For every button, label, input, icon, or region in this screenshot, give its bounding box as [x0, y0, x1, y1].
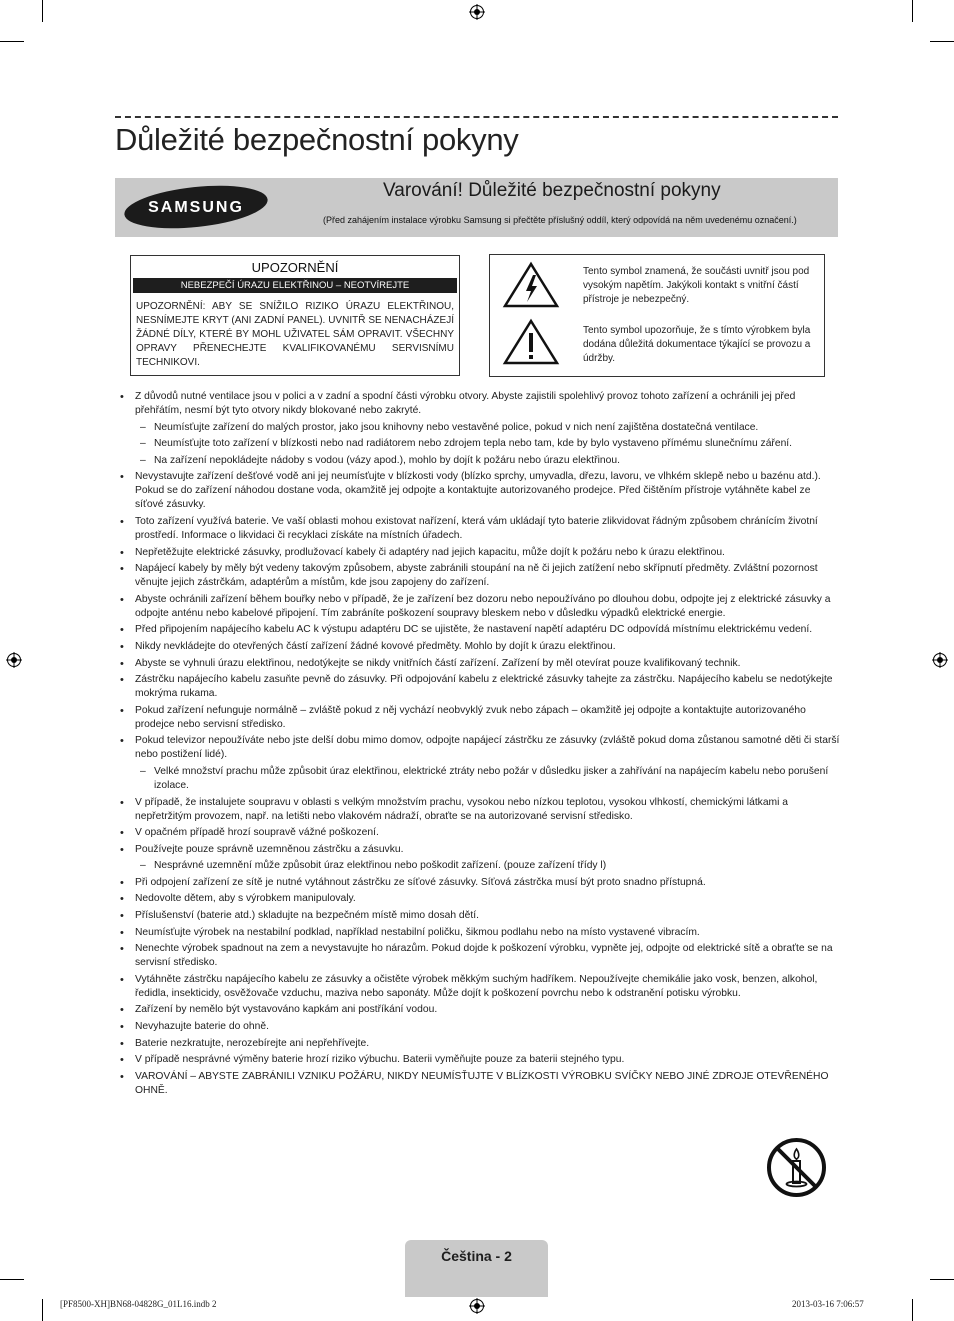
- instruction-item: • Zařízení by nemělo být vystavováno kapkám ani postříkání vodou.: [115, 1003, 840, 1017]
- instruction-item: • Neumísťujte výrobek na nestabilní podklad, například nestabilní poličku, šikmou podlahu nebo na místo vystavené vibracím.: [115, 926, 840, 940]
- footer-timestamp: 2013-03-16 7:06:57: [792, 1299, 864, 1309]
- instruction-item: • Při odpojení zařízení ze sítě je nutné vytáhnout zástrčku ze síťové zásuvky. Síťová zástrčka musí být proto snadno přístupná.: [115, 876, 840, 890]
- instruction-item: • Zástrčku napájecího kabelu zasuňte pevně do zásuvky. Při odpojování kabelu z elektrické zásuvky tahejte za zástrčku. Napájecího kabelu se nedotýkejte mokrýma rukama.: [115, 673, 840, 701]
- instruction-item: • Používejte pouze správně uzemněnou zástrčku a zásuvku.: [115, 843, 840, 857]
- instruction-item: • VAROVÁNÍ – ABYSTE ZABRÁNILI VZNIKU POŽÁRU, NIKDY NEUMÍSŤUJTE V BLÍZKOSTI VÝROBKU SVÍČKY NEBO JINÉ ZDROJE OTEVŘENÉHO OHNĚ.: [115, 1070, 840, 1098]
- samsung-logo: [123, 184, 269, 230]
- instruction-item: • Abyste se vyhnuli úrazu elektřinou, nedotýkejte se nikdy vnitřních částí zařízení. Zařízení by měl otevírat pouze kvalifikovaný technik.: [115, 657, 840, 671]
- instruction-item: • Nevyhazujte baterie do ohně.: [115, 1020, 840, 1034]
- instruction-subitem: – Nesprávné uzemnění může způsobit úraz elektřinou nebo poškodit zařízení. (pouze zařízení třídy l): [115, 859, 840, 873]
- instruction-item: • Abyste ochránili zařízení během bouřky nebo v případě, že je zařízení bez dozoru nebo nepoužíváno po dlouhou dobu, odpojte jej z elektrické zásuvky a odpojte anténu nebo kabelové připojení. Tím zabráníte poškození soupravy bleskem nebo v důsledku výpadků elektrické energie.: [115, 593, 840, 621]
- instruction-item: • Nikdy nevkládejte do otevřených částí zařízení žádné kovové předměty. Mohlo by dojít k úrazu elektřinou.: [115, 640, 840, 654]
- no-candle-icon: [766, 1137, 827, 1198]
- instruction-subitem: – Neumísťujte toto zařízení v blízkosti nebo nad radiátorem nebo zdrojem tepla nebo tam, kde by bylo vystaveno přímému slunečnímu záření.: [115, 437, 840, 451]
- caution-symbol-text: Tento symbol upozorňuje, že s tímto výrobkem byla dodána důležitá dokumentace týkající se provozu a údržby.: [583, 325, 811, 364]
- instruction-item: • Nedovolte dětem, aby s výrobkem manipulovaly.: [115, 892, 840, 906]
- crop-mark: [912, 1299, 913, 1321]
- page-number-tab: [405, 1240, 548, 1297]
- crop-mark: [930, 41, 954, 42]
- voltage-symbol-text: Tento symbol znamená, že součásti uvnitř jsou pod vysokým napětím. Jakýkoli kontakt s vnitřní částí přístroje je nebezpečný.: [583, 266, 810, 305]
- instruction-list: [115, 390, 840, 1098]
- crop-mark: [912, 0, 913, 22]
- instruction-item: • Vytáhněte zástrčku napájecího kabelu ze zásuvky a očistěte výrobek měkkým suchým hadříkem. Nepoužívejte chemikálie jako vosk, benzen, alkohol, ředidla, insekticidy, osvěžovače vzduchu, maziva nebo saponáty. Může dojít k poškození povrchu nebo k odstranění potisku výrobku.: [115, 973, 840, 1001]
- instruction-item: • Pokud zařízení nefunguje normálně – zvláště pokud z něj vychází neobvyklý zvuk nebo zápach – okamžitě jej odpojte a kontaktujte autorizovaného prodejce nebo servisní středisko.: [115, 704, 840, 732]
- instruction-item: • Před připojením napájecího kabelu AC k výstupu adaptéru DC se ujistěte, že nastavení napětí adaptéru DC odpovídá místnímu elektrickému vedení.: [115, 623, 840, 637]
- registration-mark-icon: [469, 4, 485, 20]
- warning-banner: [115, 178, 838, 237]
- instruction-subitem: – Velké množství prachu může způsobit úraz elektřinou, elektrické ztráty nebo požár v důsledku jisker a zahřívání na napájecím kabelu nebo porušení izolace.: [115, 765, 840, 793]
- crop-mark: [930, 1279, 954, 1280]
- footer-file: [PF8500-XH]BN68-04828G_01L16.indb 2: [60, 1299, 217, 1309]
- instruction-subitem: – Na zařízení nepokládejte nádoby s vodou (vázy apod.), mohlo by dojít k požáru nebo úrazu elektřinou.: [115, 454, 840, 468]
- instruction-item: • Toto zařízení využívá baterie. Ve vaší oblasti mohou existovat nařízení, která vám ukládají tyto baterie zlikvidovat řádným způsobem chránícím životní prostředí. Informace o likvidaci či recyklaci získáte na místních úřadech.: [115, 515, 840, 543]
- instruction-item: • Baterie nezkratujte, nerozebírejte ani nepřehřívejte.: [115, 1037, 840, 1051]
- instruction-item: • Nenechte výrobek spadnout na zem a nevystavujte ho nárazům. Pokud dojde k poškození výrobku, vypněte jej, odpojte od elektrické sítě a obraťte se na servisní středisko.: [115, 942, 840, 970]
- registration-mark-icon: [932, 652, 948, 668]
- instruction-item: • Nepřetěžujte elektrické zásuvky, prodlužovací kabely či adaptéry nad jejich kapacitu, může dojít k požáru nebo k úrazu elektřinou.: [115, 546, 840, 560]
- safety-instructions: [115, 390, 840, 1100]
- symbol-explanation-box: [489, 254, 825, 377]
- caution-bar: NEBEZPEČÍ ÚRAZU ELEKTŘINOU – NEOTVÍREJTE: [133, 278, 457, 293]
- crop-mark: [42, 0, 43, 22]
- instruction-item: • Z důvodů nutné ventilace jsou v polici a v zadní a spodní části výrobku otvory. Abyste zajistili spolehlivý provoz tohoto zařízení a ochránili jej před přehřátím, nesmí být tyto otvory nikdy blokované nebo zakryté.: [115, 390, 840, 418]
- instruction-item: • Pokud televizor nepoužíváte nebo jste delší dobu mimo domov, odpojte napájecí zástrčku ze zásuvky (zvláště pokud doma zůstanou samotné děti či starší nebo postižení lidé).: [115, 734, 840, 762]
- crop-mark: [42, 1299, 43, 1321]
- exclamation-triangle-icon: [502, 318, 560, 371]
- crop-mark: [0, 1279, 24, 1280]
- caution-box: [130, 255, 460, 376]
- crop-mark: [0, 41, 24, 42]
- registration-mark-icon: [469, 1298, 485, 1314]
- banner-title: Varování! Důležité bezpečnostní pokyny: [383, 180, 721, 201]
- instruction-item: • V opačném případě hrozí soupravě vážné poškození.: [115, 826, 840, 840]
- lightning-triangle-icon: [502, 261, 560, 314]
- banner-note: (Před zahájením instalace výrobku Samsung si přečtěte příslušný oddíl, který odpovídá na něm uvedenému označení.): [323, 215, 797, 225]
- instruction-item: • V případě nesprávné výměny baterie hrozí riziko výbuchu. Baterii vyměňujte pouze za baterii stejného typu.: [115, 1053, 840, 1067]
- instruction-subitem: – Neumísťujte zařízení do malých prostor, jako jsou knihovny nebo vestavěné police, pokud v nich není zajištěna dostatečná ventilace.: [115, 421, 840, 435]
- instruction-item: • Napájecí kabely by měly být vedeny takovým způsobem, abyste zabránili stoupání na ně či jejich zatížení nebo skřípnutí předměty. Zvláštní pozornost věnujte jejich zástrčkám, adaptérům a místům, kde jsou zapojeny do zařízení.: [115, 562, 840, 590]
- instruction-item: • Příslušenství (baterie atd.) skladujte na bezpečném místě mimo dosah dětí.: [115, 909, 840, 923]
- caution-text: UPOZORNĚNÍ: ABY SE SNÍŽILO RIZIKO ÚRAZU ELEKTŘINOU, NESNÍMEJTE KRYT (ANI ZADNÍ PANEL). UVNITŘ SE NENACHÁZEJÍ ŽÁDNÉ DÍLY, KTERÉ BY MOHL UŽIVATEL SÁM OPRAVIT. VŠECHNY OPRAVY PŘENECHEJTE KVALIFIKOVANÉMU SERVISNÍMU TECHNIKOVI.: [136, 301, 454, 368]
- instruction-item: • Nevystavujte zařízení dešťové vodě ani jej neumísťujte v blízkosti vody (blízko sprchy, umyvadla, dřezu, lavoru, ve vlhkém sklepě nebo u bazénu atd.). Pokud se do zařízení náhodou dostane voda, okamžitě jej odpojte a kontaktujte autorizovaného prodejce. Před čištěním přístroje vytáhněte kabel ze síťové zásuvky.: [115, 470, 840, 512]
- instruction-item: • V případě, že instalujete soupravu v oblasti s velkým množstvím prachu, vysokou nebo nízkou teplotou, vysokou vlhkostí, chemickými látkami a nepřetržitým provozem, např. na letišti nebo vlakovém nádraží, obraťte se na autorizované servisní středisko.: [115, 796, 840, 824]
- caution-heading: UPOZORNĚNÍ: [251, 260, 339, 275]
- page-number-label: Čeština - 2: [441, 1248, 512, 1264]
- logo-text: SAMSUNG: [148, 199, 244, 216]
- title-rule: [115, 116, 838, 118]
- page-title: Důležité bezpečnostní pokyny: [115, 122, 519, 157]
- registration-mark-icon: [6, 652, 22, 668]
